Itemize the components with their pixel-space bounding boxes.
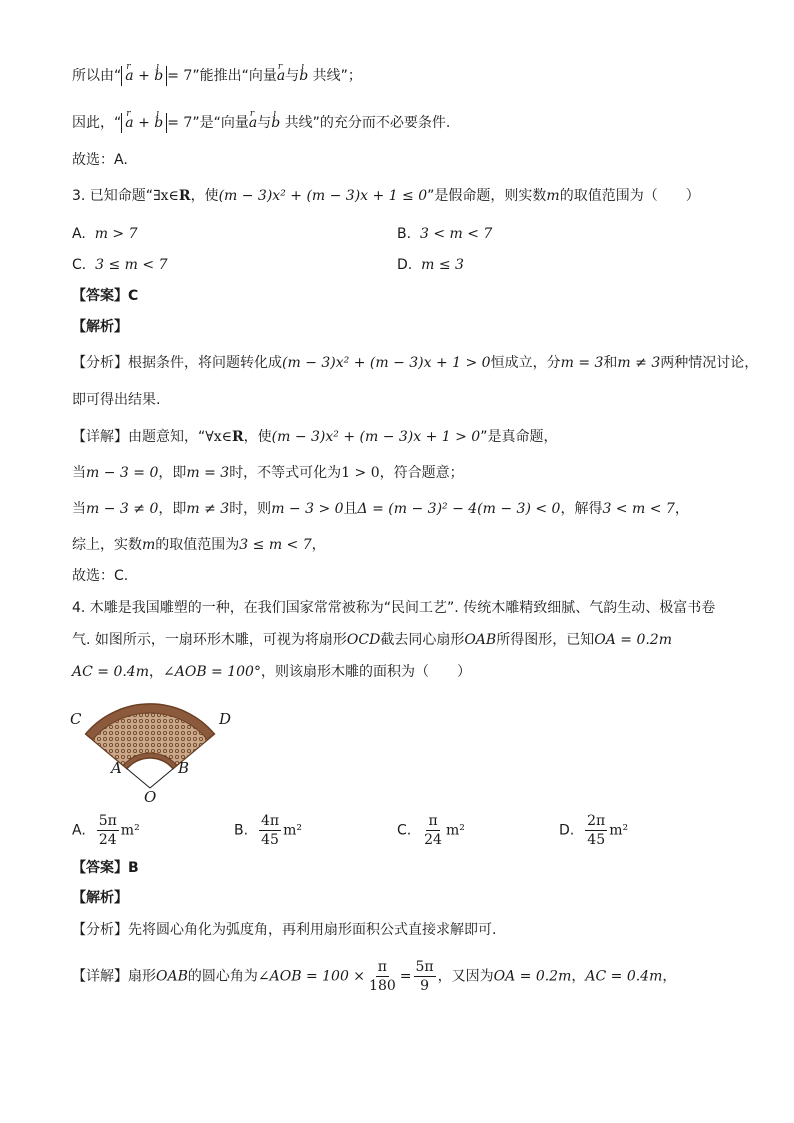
analysis-heading-3: 【解析】	[72, 319, 128, 335]
radius-ob	[150, 769, 173, 788]
text-line-2: 因此，“r a + ı b = 7”是“向量r a与ı b 共线”的充分而不必要条件.	[72, 113, 450, 133]
radius-oa	[127, 769, 150, 788]
q3-option-b: B. 3 < m < 7	[397, 226, 493, 242]
label-o: O	[144, 788, 157, 806]
answer-select-2: 故选：A.	[72, 152, 128, 168]
detail-3-case-2: 当m − 3 ≠ 0，即m ≠ 3时，则m − 3 > 0且Δ = (m − 3)² − 4(m − 3) < 0，解得3 < m < 7，	[72, 501, 689, 517]
analysis-3-line-2: 即可得出结果.	[72, 392, 161, 408]
question-4-line-1: 4. 木雕是我国雕塑的一种，在我们国家常常被称为“民间工艺”. 传统木雕精致细腻、气韵生动、极富书卷	[72, 600, 716, 616]
label-d: D	[219, 710, 232, 728]
q3-option-c: C. 3 ≤ m < 7	[72, 257, 168, 273]
detail-4-line-1: 【详解】扇形OAB的圆心角为∠AOB = 100 × $\frac{\pi}{180}$ = $\frac{5\pi}{9}$ ，又因为OA = 0.2m，AC = 0.4m，	[72, 959, 677, 994]
detail-3-summary: 综上，实数m的取值范围为3 ≤ m < 7，	[72, 537, 326, 553]
text-line-1: 所以由“r a + ı b = 7”能推出“向量r a与ı b 共线”；	[72, 66, 362, 86]
detail-3-line-1: 【详解】由题意知，“∀x∈R，使(m − 3)x² + (m − 3)x + 1 > 0”是真命题，	[72, 429, 558, 445]
q3-option-d: D. m ≤ 3	[397, 257, 464, 273]
label-c: C	[70, 710, 82, 728]
analysis-4: 【分析】先将圆心角化为弧度角，再利用扇形面积公式直接求解即可.	[72, 922, 497, 938]
analysis-heading-4: 【解析】	[72, 890, 128, 906]
question-3: 3. 已知命题“∃x∈R，使(m − 3)x² + (m − 3)x + 1 ≤ 0”是假命题，则实数m的取值范围为（ ）	[72, 188, 700, 204]
q4-option-c: C. $\frac{\pi}{24}$ m²	[397, 813, 465, 848]
q4-option-b: B. $\frac{4\pi}{45}$ m²	[234, 813, 302, 848]
wood-carving-figure	[66, 700, 256, 810]
analysis-3-line-1: 【分析】根据条件，将问题转化成(m − 3)x² + (m − 3)x + 1 > 0恒成立，分m = 3和m ≠ 3两种情况讨论，	[72, 355, 759, 371]
answer-4: 【答案】B	[72, 860, 139, 876]
label-b: B	[178, 759, 190, 777]
answer-select-3: 故选：C.	[72, 568, 129, 584]
question-4-line-2: 气. 如图所示，一扇环形木雕，可视为将扇形OCD截去同心扇形OAB所得图形，已知OA = 0.2m	[72, 632, 672, 648]
detail-3-case-1: 当m − 3 = 0，即m = 3时，不等式可化为1 > 0，符合题意；	[72, 465, 464, 481]
answer-3: 【答案】C	[72, 288, 139, 304]
label-a: A	[111, 759, 122, 777]
question-4-line-3: AC = 0.4m，∠AOB = 100°，则该扇形木雕的面积为（ ）	[72, 664, 471, 680]
q4-option-d: D. $\frac{2\pi}{45}$ m²	[559, 813, 629, 848]
q4-option-a: A. $\frac{5\pi}{24}$ m²	[72, 813, 140, 848]
q3-option-a: A. m > 7	[72, 226, 138, 242]
